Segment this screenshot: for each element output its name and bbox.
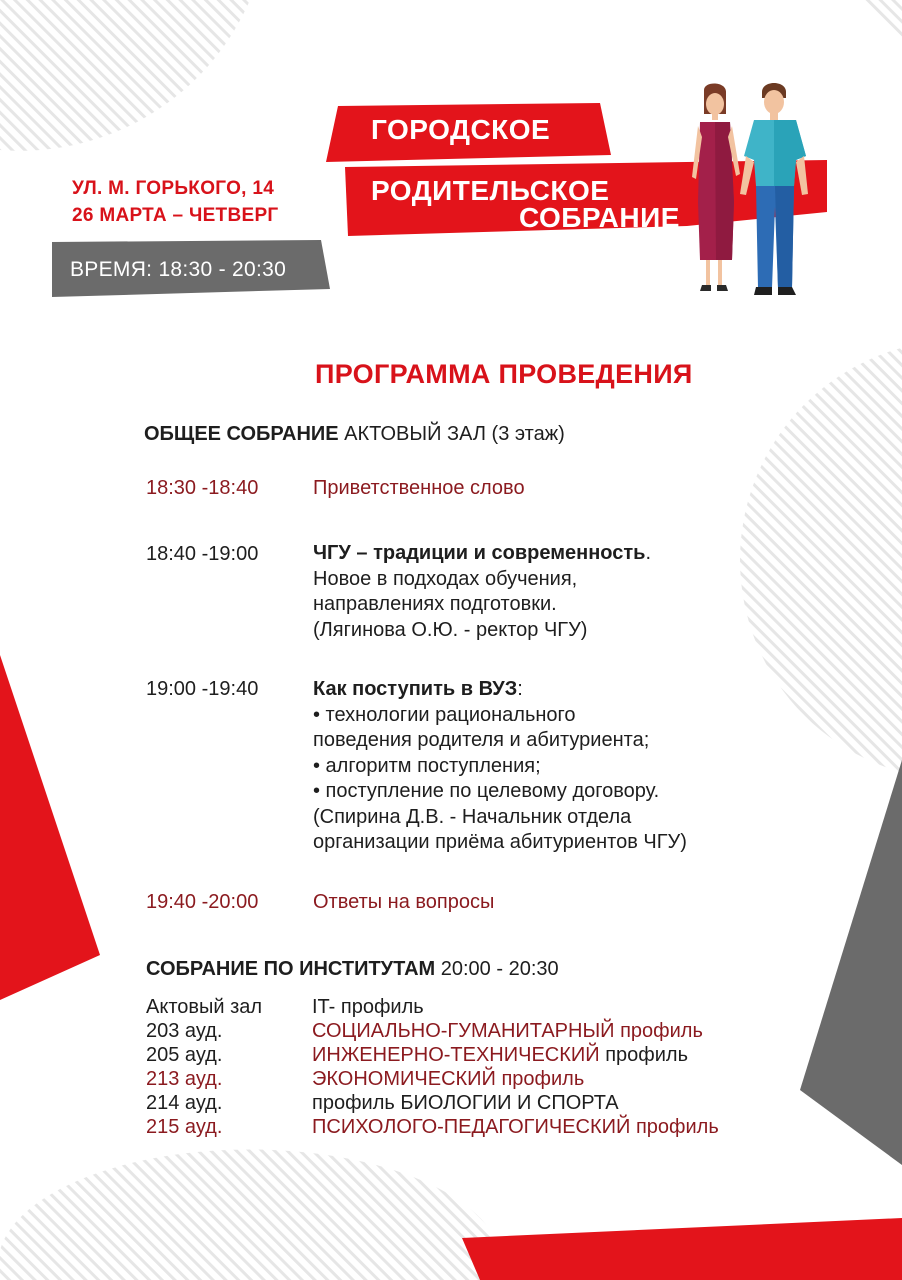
schedule-time: 18:40 -19:00 [146, 543, 259, 565]
topic-suffix: : [517, 678, 523, 700]
institutes-section-bold: СОБРАНИЕ ПО ИНСТИТУТАМ [146, 958, 436, 980]
profile-suffix: профиль [335, 996, 424, 1018]
profile-name: IT- [312, 996, 336, 1018]
red-stripe-bottom [462, 1218, 902, 1280]
general-section-bold: ОБЩЕЕ СОБРАНИЕ [144, 423, 339, 445]
profile-suffix: профиль [599, 1044, 688, 1066]
stripe-circle-right [740, 340, 902, 780]
profile-name: ПСИХОЛОГО-ПЕДАГОГИЧЕСКИЙ [312, 1116, 631, 1138]
schedule-topic: Как поступить в ВУЗ [313, 678, 518, 700]
schedule-time: 18:30 -18:40 [146, 477, 259, 499]
parents-illustration [688, 82, 813, 300]
topic-suffix: . [645, 542, 652, 564]
profile-label [312, 1115, 719, 1139]
schedule-description [313, 677, 687, 856]
room-label: 205 ауд. [146, 1044, 223, 1066]
red-triangle-left [0, 655, 100, 1000]
event-date: 26 МАРТА – ЧЕТВЕРГ [72, 205, 279, 226]
profile-suffix: профиль [495, 1068, 585, 1090]
profile-label [312, 1043, 688, 1067]
institute-row [0, 1115, 902, 1139]
general-section-location: АКТОВЫЙ ЗАЛ (3 этаж) [338, 423, 565, 445]
banner-title-line-2: РОДИТЕЛЬСКОЕ [371, 175, 610, 206]
stripe-arc-bottom [0, 1149, 502, 1280]
description-line: • алгоритм поступления; [313, 754, 541, 777]
institute-row [0, 1067, 902, 1091]
profile-suffix: профиль [614, 1020, 703, 1042]
banner-title-line-3: СОБРАНИЕ [519, 202, 680, 233]
institute-row [0, 1043, 902, 1067]
profile-label [312, 1019, 703, 1043]
woman-figure [692, 83, 740, 291]
schedule-topic: Приветственное слово [313, 477, 525, 499]
schedule-topic: Ответы на вопросы [313, 891, 495, 913]
institutes-section-heading [146, 958, 559, 981]
schedule-description [313, 541, 651, 643]
description-line: направлениях подготовки. [313, 593, 557, 615]
man-figure [740, 83, 808, 295]
description-line: • технологии рационального [313, 703, 576, 726]
banner-title-line-1: ГОРОДСКОЕ [371, 114, 551, 145]
description-line: организации приёма абитуриентов ЧГУ) [313, 831, 687, 853]
description-line: (Лягинова О.Ю. - ректор ЧГУ) [313, 618, 588, 641]
schedule-time: 19:00 -19:40 [146, 678, 259, 700]
general-section-heading [144, 423, 565, 446]
institute-row [0, 1019, 902, 1043]
stripe-arc-top-left [0, 0, 250, 151]
institute-row [0, 1091, 902, 1115]
room-label: 215 ауд. [146, 1116, 223, 1138]
schedule-topic-line [313, 677, 687, 703]
profile-label [312, 1091, 619, 1115]
description-line: (Спирина Д.В. - Начальник отдела [313, 805, 632, 828]
schedule-topic-line [313, 541, 651, 567]
address: УЛ. М. ГОРЬКОГО, 14 [72, 178, 275, 199]
program-title: ПРОГРАММА ПРОВЕДЕНИЯ [315, 359, 693, 389]
institute-row [0, 995, 902, 1019]
profile-name: профиль БИОЛОГИИ И СПОРТА [312, 1092, 619, 1114]
institutes-section-time: 20:00 - 20:30 [435, 958, 559, 980]
description-line: • поступление по целевому договору. [313, 780, 660, 802]
description-line: поведения родителя и абитуриента; [313, 729, 650, 751]
room-label: Актовый зал [146, 996, 263, 1018]
schedule-time: 19:40 -20:00 [146, 891, 259, 913]
description-line: Новое в подходах обучения, [313, 567, 578, 590]
profile-name: СОЦИАЛЬНО-ГУМАНИТАРНЫЙ [312, 1020, 615, 1042]
room-label: 213 ауд. [146, 1068, 223, 1090]
institutes-list [0, 995, 902, 1145]
room-label: 203 ауд. [146, 1020, 223, 1042]
profile-suffix: профиль [630, 1116, 719, 1138]
profile-name: ИНЖЕНЕРНО-ТЕХНИЧЕСКИЙ [312, 1044, 600, 1066]
room-label: 214 ауд. [146, 1092, 223, 1114]
schedule-topic: ЧГУ – традиции и современность [313, 542, 646, 564]
profile-label [312, 1067, 584, 1091]
profile-name: ЭКОНОМИЧЕСКИЙ [312, 1068, 496, 1090]
profile-label [312, 995, 424, 1019]
event-time: ВРЕМЯ: 18:30 - 20:30 [70, 258, 287, 281]
